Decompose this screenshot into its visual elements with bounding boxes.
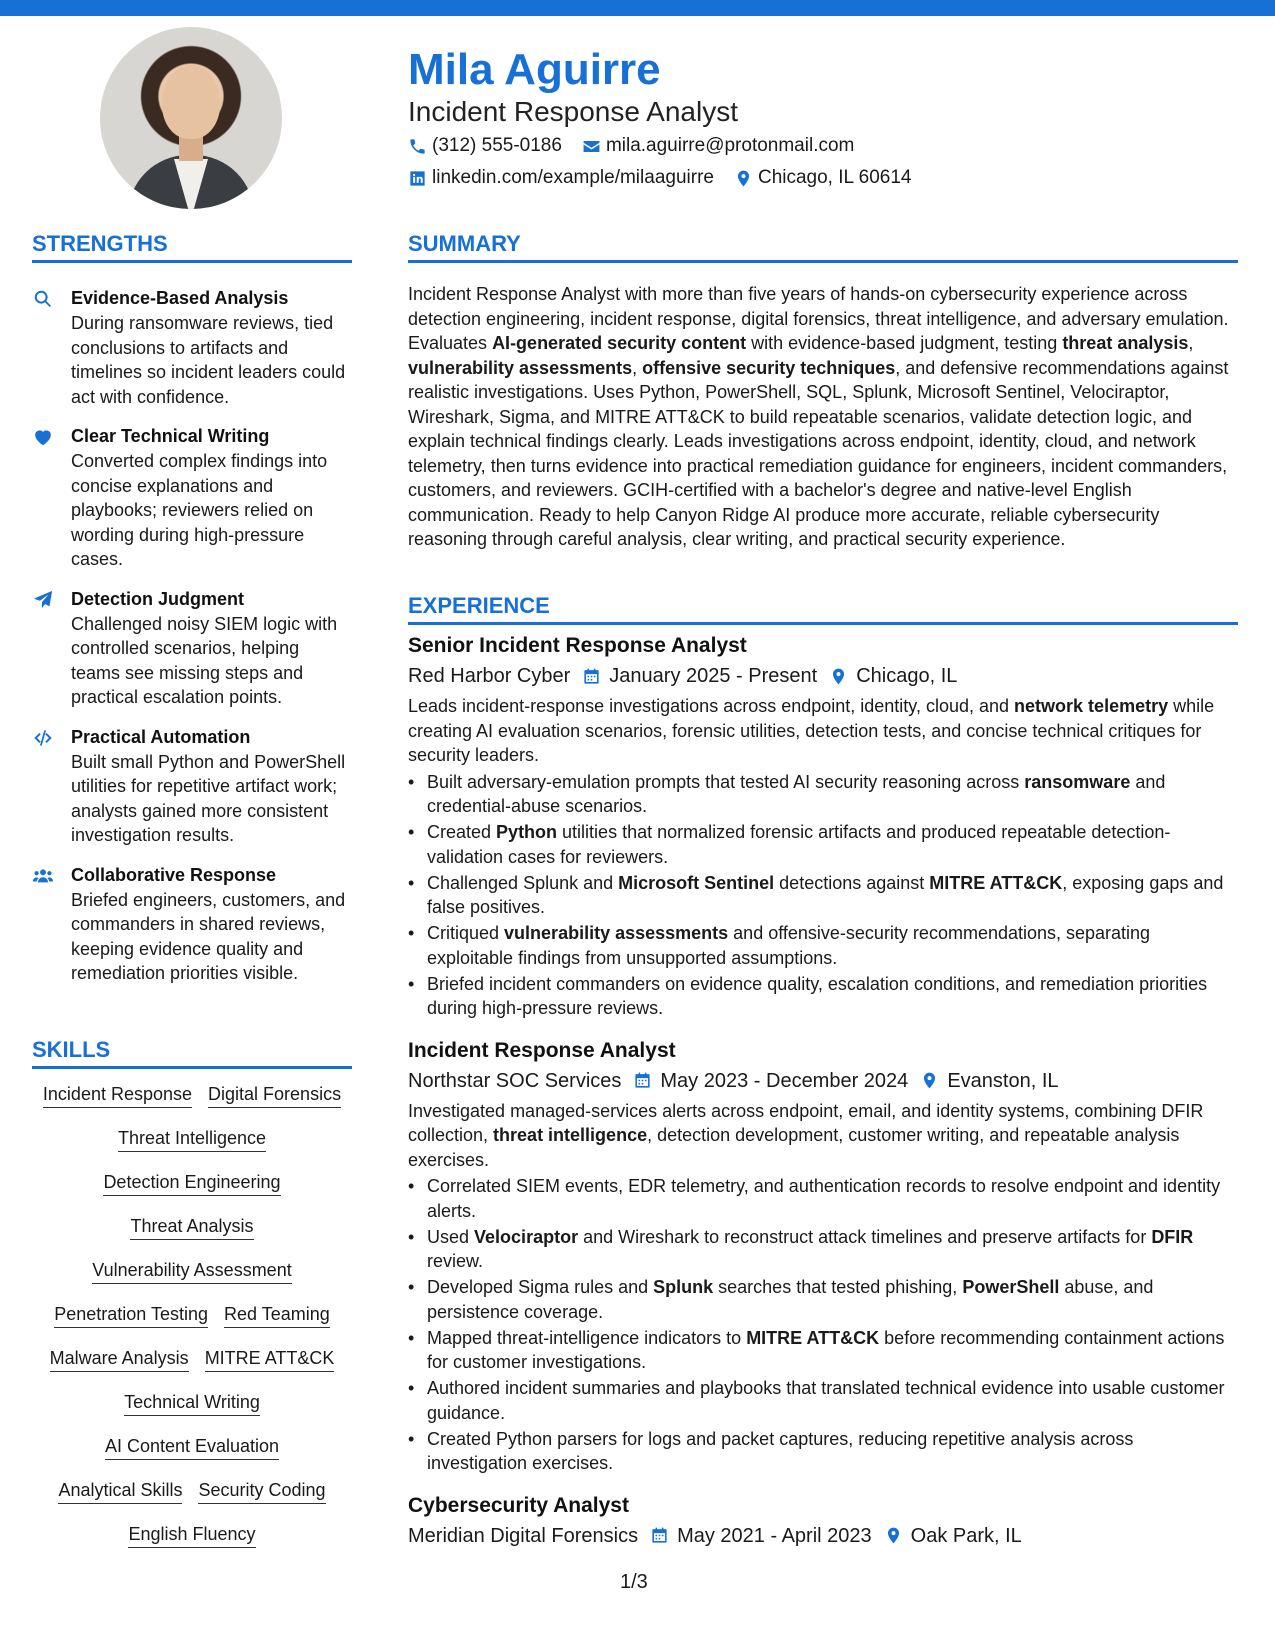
- contact-row-2: [408, 166, 932, 190]
- experience-heading: EXPERIENCE: [408, 592, 1238, 625]
- skills-list: [32, 1082, 352, 1548]
- emphasis-text: vulnerability assessments: [504, 923, 729, 943]
- job-dates: May 2021 - April 2023: [677, 1524, 872, 1547]
- job-description: [408, 1099, 1238, 1173]
- contact-row-1: [408, 134, 874, 158]
- map-pin-icon: [734, 169, 753, 188]
- experience-list: [408, 632, 1238, 1566]
- text-run: Investigated managed-services alerts across endpoint, email, and identity systems, combining DFIR collection,: [408, 1100, 1204, 1145]
- profile-photo: [100, 27, 282, 209]
- strength-desc: Built small Python and PowerShell utilities for repetitive artifact work; analysts gained more consistent investigation results.: [71, 751, 346, 845]
- job-title: Incident Response Analyst: [408, 1038, 676, 1062]
- list-item: [408, 770, 1238, 819]
- text-run: Created: [427, 822, 497, 842]
- text-run: abuse, and persistence coverage.: [427, 1277, 1154, 1322]
- job-meta: [408, 1522, 1238, 1550]
- skill-tag: Detection Engineering: [103, 1170, 280, 1196]
- emphasis-text: Microsoft Sentinel: [618, 872, 775, 893]
- text-run: Correlated SIEM events, EDR telemetry, and authentication records to resolve endpoint and identity alerts.: [427, 1176, 1221, 1221]
- list-item: [408, 1326, 1238, 1375]
- candidate-title: Incident Response Analyst: [408, 96, 738, 127]
- text-run: while creating AI evaluation scenarios, forensic utilities, detection tests, and concise technical critiques for security leaders.: [408, 696, 1215, 765]
- job-dates: January 2025 - Present: [609, 665, 818, 687]
- emphasis-text: threat intelligence: [493, 1125, 648, 1145]
- linkedin-contact[interactable]: [408, 166, 714, 190]
- job-dates: May 2023 - December 2024: [660, 1069, 909, 1092]
- strength-title: Detection Judgment: [71, 588, 245, 609]
- job-meta: [408, 662, 1238, 690]
- text-run: with evidence-based judgment, testing: [746, 333, 1063, 353]
- strengths-heading: STRENGTHS: [32, 230, 352, 263]
- skill-tag: Incident Response: [43, 1082, 192, 1108]
- list-item: [408, 972, 1238, 1021]
- text-run: Mapped threat-intelligence indicators to: [427, 1327, 747, 1348]
- job-entry: [408, 1037, 1238, 1476]
- skills-row: [32, 1478, 352, 1504]
- strength-title: Clear Technical Writing: [71, 426, 270, 446]
- skill-tag: MITRE ATT&CK: [205, 1346, 335, 1372]
- strength-desc: During ransomware reviews, tied conclusions to artifacts and timelines so incident leaders could act with confidence.: [71, 313, 346, 407]
- top-accent-bar: [0, 0, 1275, 16]
- emphasis-text: offensive security techniques: [642, 357, 896, 378]
- job-bullets: [408, 770, 1238, 1021]
- summary-text: [408, 282, 1238, 552]
- text-run: and offensive-security recommendations, separating exploitable findings from unsupported assumptions.: [427, 923, 1151, 968]
- emphasis-text: MITRE ATT&CK: [929, 872, 1063, 893]
- text-run: ,: [1188, 333, 1194, 353]
- skills-row: [32, 1170, 352, 1196]
- job-meta: [408, 1067, 1238, 1095]
- text-run: review.: [427, 1251, 484, 1271]
- list-item: [408, 1174, 1238, 1223]
- text-run: utilities that normalized forensic artifacts and produced repeatable detection-validation cases for reviewers.: [427, 822, 1171, 867]
- job-location: Chicago, IL: [856, 665, 958, 687]
- map-pin-icon: [884, 1526, 903, 1545]
- emphasis-text: Python: [496, 822, 558, 842]
- job-company: Northstar SOC Services: [408, 1069, 622, 1092]
- job-entry: [408, 1492, 1238, 1550]
- job-company: Red Harbor Cyber: [408, 665, 571, 687]
- emphasis-text: PowerShell: [962, 1277, 1060, 1297]
- skill-tag: Analytical Skills: [58, 1478, 182, 1504]
- skills-row: [32, 1302, 352, 1328]
- map-pin-icon: [920, 1071, 939, 1090]
- skills-heading: SKILLS: [32, 1036, 352, 1069]
- users-icon: [32, 865, 54, 887]
- job-bullets: [408, 1174, 1238, 1476]
- linkedin-text: linkedin.com/example/milaaguirre: [432, 167, 714, 188]
- text-run: , exposing gaps and false positives.: [427, 872, 1224, 917]
- strength-item: [32, 286, 352, 409]
- calendar-icon: [650, 1526, 669, 1545]
- text-run: Developed Sigma rules and: [427, 1277, 654, 1297]
- text-run: Leads incident-response investigations across endpoint, identity, cloud, and: [408, 696, 1015, 716]
- skill-tag: English Fluency: [128, 1522, 255, 1548]
- skill-tag: Penetration Testing: [54, 1302, 208, 1328]
- job-location: Evanston, IL: [947, 1069, 1059, 1092]
- strength-title: Collaborative Response: [71, 864, 277, 885]
- skill-tag: Red Teaming: [224, 1302, 330, 1328]
- text-run: Built adversary-emulation prompts that tested AI security reasoning across: [427, 771, 1025, 792]
- phone-icon: [408, 137, 427, 156]
- skill-tag: Threat Analysis: [130, 1214, 253, 1240]
- strength-item: [32, 424, 352, 572]
- emphasis-text: DFIR: [1151, 1226, 1194, 1247]
- emphasis-text: ransomware: [1024, 771, 1131, 792]
- skills-row: [32, 1434, 352, 1460]
- emphasis-text: threat analysis: [1062, 333, 1189, 353]
- strength-title: Practical Automation: [71, 726, 251, 747]
- location-contact: [734, 166, 912, 190]
- text-run: Challenged Splunk and: [427, 872, 619, 893]
- map-pin-icon: [829, 667, 848, 686]
- text-run: Used: [427, 1226, 475, 1247]
- text-run: , detection development, customer writing, and repeatable analysis exercises.: [408, 1125, 1180, 1170]
- text-run: searches that tested phishing,: [713, 1277, 963, 1297]
- skills-row: [32, 1214, 352, 1240]
- paper-plane-icon: [32, 589, 54, 611]
- emphasis-text: network telemetry: [1014, 696, 1169, 716]
- skill-tag: Vulnerability Assessment: [92, 1258, 291, 1284]
- text-run: ,: [632, 357, 643, 378]
- phone-contact[interactable]: [408, 134, 562, 158]
- emphasis-text: AI-generated security content: [492, 333, 747, 353]
- list-item: [408, 1225, 1238, 1274]
- job-title: Senior Incident Response Analyst: [408, 634, 747, 657]
- envelope-icon: [582, 137, 601, 156]
- text-run: detections against: [774, 872, 930, 893]
- text-run: Briefed incident commanders on evidence quality, escalation conditions, and remediation priorities during high-pressure reviews.: [427, 973, 1208, 1018]
- skills-row: [32, 1346, 352, 1372]
- calendar-icon: [582, 667, 601, 686]
- skill-tag: Security Coding: [198, 1478, 325, 1504]
- search-icon: [32, 288, 54, 310]
- skill-tag: AI Content Evaluation: [105, 1434, 279, 1460]
- email-text: mila.aguirre@protonmail.com: [605, 135, 855, 156]
- list-item: [408, 820, 1238, 869]
- job-entry: [408, 632, 1238, 1021]
- strength-item: [32, 587, 352, 710]
- text-run: Created Python parsers for logs and packet captures, reducing repetitive analysis across investigation exercises.: [427, 1428, 1134, 1473]
- page-number: 1/3: [620, 1571, 648, 1593]
- list-item: [408, 1427, 1238, 1476]
- list-item: [408, 921, 1238, 970]
- phone-text: (312) 555-0186: [432, 135, 562, 156]
- strength-desc: Briefed engineers, customers, and commanders in shared reviews, keeping evidence quality and remediation priorities visible.: [71, 889, 346, 983]
- skills-row: [32, 1082, 352, 1108]
- skill-tag: Technical Writing: [124, 1390, 260, 1416]
- skill-tag: Digital Forensics: [208, 1082, 341, 1108]
- emphasis-text: MITRE ATT&CK: [746, 1327, 880, 1348]
- heart-icon: [32, 426, 54, 448]
- text-run: and Wireshark to reconstruct attack timelines and preserve artifacts for: [578, 1226, 1152, 1247]
- list-item: [408, 1275, 1238, 1324]
- skills-row: [32, 1126, 352, 1152]
- strength-title: Evidence-Based Analysis: [71, 288, 289, 308]
- linkedin-icon: [408, 169, 427, 188]
- strength-desc: Converted complex findings into concise explanations and playbooks; reviewers relied on wording during high-pressure cases.: [71, 451, 328, 569]
- strength-desc: Challenged noisy SIEM logic with controlled scenarios, helping teams see missing steps and practical escalation points.: [71, 613, 338, 707]
- calendar-icon: [633, 1071, 652, 1090]
- text-run: Critiqued: [427, 923, 505, 943]
- strength-item: [32, 863, 352, 986]
- skills-row: [32, 1522, 352, 1548]
- strengths-list: [32, 286, 352, 1001]
- emphasis-text: Splunk: [653, 1277, 714, 1297]
- list-item: [408, 871, 1238, 920]
- skills-row: [32, 1258, 352, 1284]
- skills-row: [32, 1390, 352, 1416]
- text-run: before recommending containment actions for customer investigations.: [427, 1327, 1225, 1372]
- code-icon: [32, 727, 54, 749]
- job-company: Meridian Digital Forensics: [408, 1524, 639, 1547]
- summary-heading: SUMMARY: [408, 230, 1238, 263]
- text-run: and credential-abuse scenarios.: [427, 771, 1166, 816]
- job-title: Cybersecurity Analyst: [408, 1493, 629, 1517]
- emphasis-text: vulnerability assessments: [408, 357, 633, 378]
- text-run: , and defensive recommendations against realistic investigations. Uses Python, PowerShell, SQL, Splunk, Microsoft Sentinel, Velociraptor, Wireshark, Sigma, and MITRE ATT&CK to build repeatable scenarios, validate detection logic, and explain technical findings clearly. Leads investigations across endpoint, identity, cloud, and network telemetry, then turns evidence into practical remediation guidance for engineers, incident commanders, customers, and reviewers. GCIH-certified with a bachelor's degree and native-level English communication. Ready to help Canyon Ridge AI produce more accurate, reliable cybersecurity reasoning through careful analysis, clear writing, and practical security experience.: [408, 357, 1229, 549]
- list-item: [408, 1376, 1238, 1425]
- candidate-name: Mila Aguirre: [408, 45, 661, 94]
- email-contact[interactable]: [582, 134, 854, 158]
- emphasis-text: Velociraptor: [474, 1226, 579, 1247]
- job-location: Oak Park, IL: [910, 1524, 1022, 1547]
- location-text: Chicago, IL 60614: [757, 167, 912, 188]
- text-run: Incident Response Analyst with more than five years of hands-on cybersecurity experience across detection engineering, incident response, digital forensics, threat intelligence, and adversary emulation. Evaluates: [408, 284, 1229, 353]
- skill-tag: Threat Intelligence: [118, 1126, 266, 1152]
- skill-tag: Malware Analysis: [50, 1346, 189, 1372]
- job-description: [408, 694, 1238, 768]
- strength-item: [32, 725, 352, 848]
- text-run: Authored incident summaries and playbooks that translated technical evidence into usable customer guidance.: [427, 1378, 1225, 1423]
